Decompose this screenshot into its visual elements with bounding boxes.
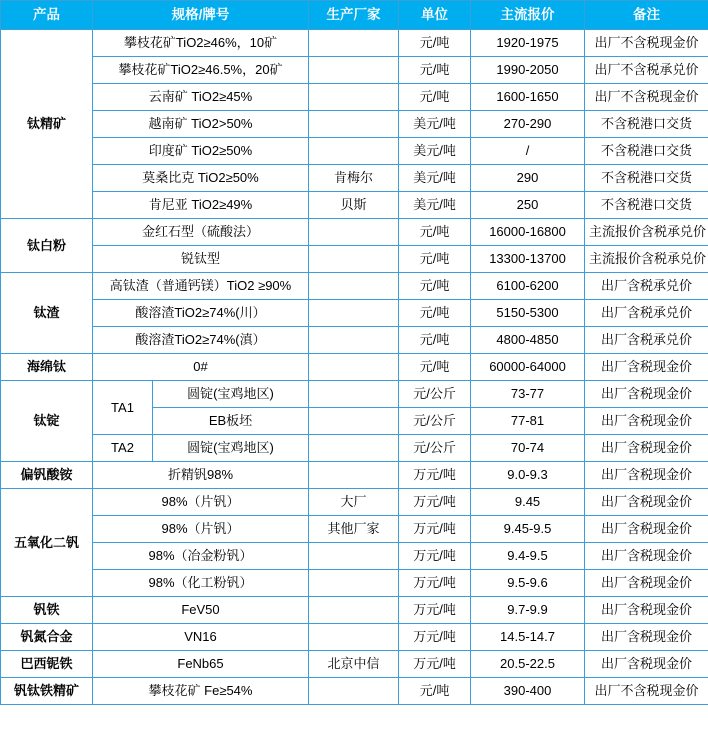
cell-manufacturer <box>309 219 399 246</box>
cell-spec: 攀枝花矿TiO2≥46.5%，20矿 <box>93 57 309 84</box>
table-row <box>1 462 708 489</box>
cell-manufacturer: 其他厂家 <box>309 516 399 543</box>
cell-price: 70-74 <box>471 435 585 462</box>
cell-unit: 美元/吨 <box>399 138 471 165</box>
cell-price: 9.45-9.5 <box>471 516 585 543</box>
cell-price: 13300-13700 <box>471 246 585 273</box>
cell-spec-detail: 圆锭(宝鸡地区) <box>153 435 309 462</box>
cell-manufacturer <box>309 408 399 435</box>
cell-unit: 万元/吨 <box>399 624 471 651</box>
cell-product: 钛白粉 <box>1 219 93 273</box>
cell-price: 9.7-9.9 <box>471 597 585 624</box>
table-row <box>1 570 708 597</box>
cell-remark: 出厂含税现金价 <box>585 624 708 651</box>
cell-price: 9.5-9.6 <box>471 570 585 597</box>
cell-manufacturer <box>309 543 399 570</box>
cell-manufacturer <box>309 111 399 138</box>
table-row <box>1 516 708 543</box>
cell-price: 270-290 <box>471 111 585 138</box>
cell-price: 1920-1975 <box>471 30 585 57</box>
cell-unit: 元/吨 <box>399 300 471 327</box>
table-row <box>1 354 708 381</box>
cell-unit: 元/吨 <box>399 84 471 111</box>
cell-manufacturer <box>309 273 399 300</box>
table-row <box>1 219 708 246</box>
cell-product: 五氧化二钒 <box>1 489 93 597</box>
cell-remark: 出厂含税承兑价 <box>585 273 708 300</box>
cell-remark: 不含税港口交货 <box>585 111 708 138</box>
header-row <box>1 1 708 30</box>
cell-product: 海绵钛 <box>1 354 93 381</box>
cell-manufacturer: 北京中信 <box>309 651 399 678</box>
cell-remark: 出厂含税现金价 <box>585 516 708 543</box>
cell-remark: 出厂含税现金价 <box>585 381 708 408</box>
cell-product: 钒钛铁精矿 <box>1 678 93 705</box>
table-row <box>1 273 708 300</box>
cell-unit: 元/吨 <box>399 219 471 246</box>
cell-spec: 肯尼亚 TiO2≥49% <box>93 192 309 219</box>
table-row <box>1 381 708 408</box>
cell-spec: 印度矿 TiO2≥50% <box>93 138 309 165</box>
cell-product: 钛渣 <box>1 273 93 354</box>
cell-manufacturer <box>309 30 399 57</box>
table-row <box>1 192 708 219</box>
cell-price: 390-400 <box>471 678 585 705</box>
cell-spec: 金红石型（硫酸法） <box>93 219 309 246</box>
cell-spec-grade: TA1 <box>93 381 153 435</box>
cell-manufacturer <box>309 84 399 111</box>
cell-unit: 元/公斤 <box>399 381 471 408</box>
cell-manufacturer <box>309 300 399 327</box>
table-row <box>1 678 708 705</box>
cell-unit: 万元/吨 <box>399 543 471 570</box>
cell-spec: 98%（片钒） <box>93 516 309 543</box>
cell-price: / <box>471 138 585 165</box>
cell-unit: 元/吨 <box>399 354 471 381</box>
cell-spec: FeNb65 <box>93 651 309 678</box>
cell-unit: 万元/吨 <box>399 462 471 489</box>
cell-price: 16000-16800 <box>471 219 585 246</box>
cell-manufacturer: 肯梅尔 <box>309 165 399 192</box>
cell-remark: 出厂不含税承兑价 <box>585 57 708 84</box>
table-row <box>1 651 708 678</box>
cell-price: 77-81 <box>471 408 585 435</box>
cell-price: 20.5-22.5 <box>471 651 585 678</box>
cell-manufacturer: 大厂 <box>309 489 399 516</box>
cell-price: 9.4-9.5 <box>471 543 585 570</box>
cell-remark: 不含税港口交货 <box>585 138 708 165</box>
cell-spec: 云南矿 TiO2≥45% <box>93 84 309 111</box>
cell-spec-detail: EB板坯 <box>153 408 309 435</box>
cell-price: 6100-6200 <box>471 273 585 300</box>
cell-spec: 酸溶渣TiO2≥74%(川） <box>93 300 309 327</box>
cell-spec: 酸溶渣TiO2≥74%(滇） <box>93 327 309 354</box>
cell-spec-grade: TA2 <box>93 435 153 462</box>
cell-unit: 元/吨 <box>399 246 471 273</box>
cell-price: 9.0-9.3 <box>471 462 585 489</box>
cell-spec: 锐钛型 <box>93 246 309 273</box>
cell-manufacturer <box>309 597 399 624</box>
cell-remark: 出厂含税现金价 <box>585 435 708 462</box>
table-row <box>1 597 708 624</box>
cell-spec: 莫桑比克 TiO2≥50% <box>93 165 309 192</box>
cell-product: 巴西铌铁 <box>1 651 93 678</box>
table-row <box>1 57 708 84</box>
cell-price: 1990-2050 <box>471 57 585 84</box>
table-row <box>1 327 708 354</box>
cell-spec: 0# <box>93 354 309 381</box>
cell-manufacturer <box>309 462 399 489</box>
cell-spec: FeV50 <box>93 597 309 624</box>
table-row <box>1 165 708 192</box>
cell-remark: 不含税港口交货 <box>585 192 708 219</box>
cell-spec: 高钛渣（普通钙镁）TiO2 ≥90% <box>93 273 309 300</box>
cell-unit: 万元/吨 <box>399 489 471 516</box>
cell-spec: 越南矿 TiO2>50% <box>93 111 309 138</box>
cell-price: 4800-4850 <box>471 327 585 354</box>
cell-unit: 元/吨 <box>399 273 471 300</box>
cell-manufacturer <box>309 570 399 597</box>
cell-manufacturer <box>309 381 399 408</box>
cell-remark: 出厂含税现金价 <box>585 354 708 381</box>
cell-unit: 万元/吨 <box>399 516 471 543</box>
cell-manufacturer <box>309 327 399 354</box>
cell-unit: 万元/吨 <box>399 570 471 597</box>
cell-price: 5150-5300 <box>471 300 585 327</box>
cell-product: 钒氮合金 <box>1 624 93 651</box>
cell-remark: 不含税港口交货 <box>585 165 708 192</box>
cell-product: 钛精矿 <box>1 30 93 219</box>
cell-remark: 出厂不含税现金价 <box>585 30 708 57</box>
cell-remark: 出厂含税承兑价 <box>585 327 708 354</box>
cell-unit: 元/吨 <box>399 30 471 57</box>
cell-unit: 美元/吨 <box>399 165 471 192</box>
column-header-remark: 备注 <box>585 1 708 30</box>
table-row <box>1 300 708 327</box>
table-row <box>1 138 708 165</box>
cell-unit: 元/吨 <box>399 678 471 705</box>
cell-unit: 元/公斤 <box>399 408 471 435</box>
column-header-spec: 规格/牌号 <box>93 1 309 30</box>
cell-unit: 元/吨 <box>399 57 471 84</box>
cell-remark: 出厂含税现金价 <box>585 651 708 678</box>
cell-product: 偏钒酸铵 <box>1 462 93 489</box>
cell-manufacturer <box>309 354 399 381</box>
cell-remark: 出厂含税现金价 <box>585 570 708 597</box>
table-row <box>1 84 708 111</box>
cell-remark: 出厂含税现金价 <box>585 597 708 624</box>
cell-spec: 攀枝花矿 Fe≥54% <box>93 678 309 705</box>
table-row <box>1 246 708 273</box>
table-row <box>1 30 708 57</box>
table-row <box>1 111 708 138</box>
cell-spec: 攀枝花矿TiO2≥46%，10矿 <box>93 30 309 57</box>
cell-manufacturer: 贝斯 <box>309 192 399 219</box>
table-body <box>1 30 708 705</box>
cell-remark: 主流报价含税承兑价 <box>585 246 708 273</box>
cell-manufacturer <box>309 138 399 165</box>
table-row <box>1 624 708 651</box>
cell-spec: VN16 <box>93 624 309 651</box>
cell-manufacturer <box>309 678 399 705</box>
cell-spec: 98%（化工粉钒） <box>93 570 309 597</box>
table-row <box>1 489 708 516</box>
cell-unit: 美元/吨 <box>399 192 471 219</box>
cell-unit: 元/公斤 <box>399 435 471 462</box>
cell-manufacturer <box>309 624 399 651</box>
cell-spec: 折精钒98% <box>93 462 309 489</box>
cell-remark: 出厂含税现金价 <box>585 489 708 516</box>
table-row <box>1 543 708 570</box>
cell-remark: 出厂不含税现金价 <box>585 84 708 111</box>
cell-unit: 元/吨 <box>399 327 471 354</box>
cell-price: 1600-1650 <box>471 84 585 111</box>
cell-price: 14.5-14.7 <box>471 624 585 651</box>
cell-unit: 万元/吨 <box>399 597 471 624</box>
column-header-unit: 单位 <box>399 1 471 30</box>
cell-price: 9.45 <box>471 489 585 516</box>
cell-manufacturer <box>309 435 399 462</box>
cell-price: 250 <box>471 192 585 219</box>
cell-manufacturer <box>309 57 399 84</box>
cell-remark: 出厂含税承兑价 <box>585 300 708 327</box>
table-row <box>1 435 708 462</box>
cell-remark: 出厂不含税现金价 <box>585 678 708 705</box>
cell-price: 73-77 <box>471 381 585 408</box>
table-header <box>1 1 708 30</box>
column-header-manufacturer: 生产厂家 <box>309 1 399 30</box>
cell-price: 290 <box>471 165 585 192</box>
cell-manufacturer <box>309 246 399 273</box>
cell-remark: 出厂含税现金价 <box>585 543 708 570</box>
cell-product: 钛锭 <box>1 381 93 462</box>
cell-remark: 出厂含税现金价 <box>585 408 708 435</box>
cell-spec: 98%（冶金粉钒） <box>93 543 309 570</box>
cell-remark: 主流报价含税承兑价 <box>585 219 708 246</box>
column-header-price: 主流报价 <box>471 1 585 30</box>
cell-price: 60000-64000 <box>471 354 585 381</box>
cell-spec-detail: 圆锭(宝鸡地区) <box>153 381 309 408</box>
cell-unit: 万元/吨 <box>399 651 471 678</box>
cell-product: 钒铁 <box>1 597 93 624</box>
cell-spec: 98%（片钒） <box>93 489 309 516</box>
column-header-product: 产品 <box>1 1 93 30</box>
cell-remark: 出厂含税现金价 <box>585 462 708 489</box>
cell-unit: 美元/吨 <box>399 111 471 138</box>
